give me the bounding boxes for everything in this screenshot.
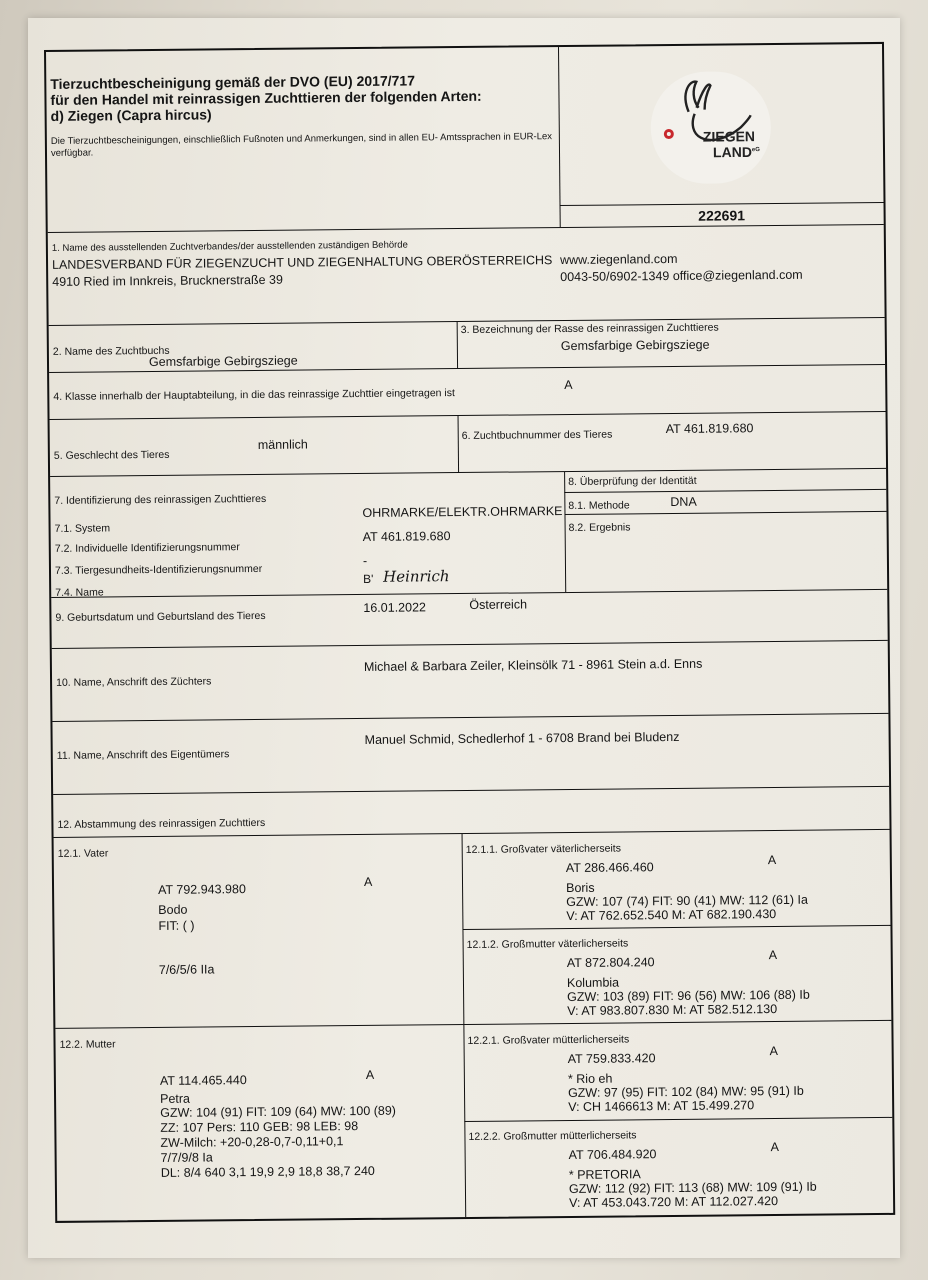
section-10 <box>52 640 889 721</box>
section-1 <box>48 224 885 325</box>
s1-web: www.ziegenland.com <box>559 251 678 268</box>
s1-org: LANDESVERBAND FÜR ZIEGENZUCHT UND ZIEGENHALTUNG OBERÖSTERREICHS <box>51 253 553 272</box>
section-5-6 <box>50 411 887 476</box>
gm-pat-name: Kolumbia <box>566 975 620 991</box>
gm-mat-l1: GZW: 112 (92) FIT: 113 (68) MW: 109 (91) Ib <box>568 1179 817 1197</box>
s7-health-value: - <box>362 553 368 568</box>
s4-value: A <box>564 377 573 393</box>
certificate-title: Tierzuchtbescheinigung gemäß der DVO (EU) 2017/717 für den Handel mit reinrassigen Zuchttieren der folgenden Arten: d) Ziegen (Capra hircus) Die Tierzuchtbescheinigungen, einschließlich Fußnoten und Anmerkungen, sind in allen EU- Amtssprachen in EUR-Lex verfügbar. <box>50 71 556 160</box>
certificate-form <box>44 42 895 1223</box>
gm-mat-id: AT 706.484.920 <box>568 1147 657 1163</box>
grandmother-maternal <box>464 1117 893 1217</box>
father-label: 12.1. Vater <box>57 847 109 860</box>
s9-country: Österreich <box>469 597 528 612</box>
s1-label: 1. Name des ausstellenden Zuchtverbandes/der ausstellenden zuständigen Behörde <box>51 239 408 254</box>
s11-value: Manuel Schmid, Schedlerhof 1 - 6708 Brand bei Bludenz <box>364 729 680 747</box>
s4-label: 4. Klasse innerhalb der Hauptabteilung, in die das reinrassige Zuchttier eingetragen ist <box>53 387 455 403</box>
gm-mat-class: A <box>770 1139 779 1155</box>
s7-id-value: AT 461.819.680 <box>362 529 451 544</box>
father-fit: FIT: ( ) <box>158 918 195 933</box>
s12-label: 12. Abstammung des reinrassigen Zuchttiers <box>57 816 266 831</box>
gf-mat-l1: GZW: 97 (95) FIT: 102 (84) MW: 95 (91) Ib <box>567 1083 804 1101</box>
grandfather-paternal <box>462 830 891 929</box>
s6-label: 6. Zuchtbuchnummer des Tieres <box>461 428 613 443</box>
gf-pat-l2: V: AT 762.652.540 M: AT 682.190.430 <box>566 907 777 924</box>
gf-mat-l2: V: CH 1466613 M: AT 15.499.270 <box>568 1098 755 1115</box>
s10-label: 10. Name, Anschrift des Züchters <box>56 675 212 689</box>
eur-lex-note: Die Tierzuchtbescheinigungen, einschließlich Fußnoten und Anmerkungen, sind in allen EU- Amtssprachen in EUR-Lex verfügbar. <box>50 131 553 159</box>
mother-id: AT 114.465.440 <box>159 1073 247 1088</box>
s7-name-label: 7.4. Name <box>55 586 104 599</box>
s8-method-label: 8.1. Methode <box>568 499 630 512</box>
section-7-8 <box>50 468 887 597</box>
s3-label: 3. Bezeichnung der Rasse des reinrassigen Zuchttieres <box>460 321 719 337</box>
header-row <box>46 44 884 232</box>
mother-l1: GZW: 104 (91) FIT: 109 (64) MW: 100 (89) <box>160 1103 396 1120</box>
s7-system-label: 7.1. System <box>54 522 111 535</box>
gf-pat-id: AT 286.466.460 <box>565 860 654 876</box>
s10-value: Michael & Barbara Zeiler, Kleinsölk 71 - 8961 Stein a.d. Enns <box>363 656 703 674</box>
s1-contact: 0043-50/6902-1349 office@ziegenland.com <box>560 267 803 285</box>
father-name: Bodo <box>158 902 188 917</box>
s7-name-prefix: B' <box>363 571 374 586</box>
ziegenland-logo <box>650 71 771 184</box>
section-9 <box>51 589 887 648</box>
s5-value: männlich <box>257 437 308 452</box>
s6-value: AT 461.819.680 <box>665 421 754 437</box>
gm-pat-class: A <box>768 948 778 963</box>
gm-mat-name: * PRETORIA <box>568 1167 641 1183</box>
s7-name-signature: Heinrich <box>382 567 450 586</box>
s7-system-value: OHRMARKE/ELEKTR.OHRMARKE <box>362 504 563 520</box>
s11-label: 11. Name, Anschrift des Eigentümers <box>56 748 230 762</box>
section-4 <box>49 364 885 419</box>
s2-label: 2. Name des Zuchtbuchs <box>52 344 170 358</box>
grandfather-maternal <box>463 1021 892 1121</box>
s2-value: Gemsfarbige Gebirgsziege <box>148 353 298 370</box>
gf-mat-label: 12.2.1. Großvater mütterlicherseits <box>467 1033 630 1047</box>
gm-pat-l1: GZW: 103 (89) FIT: 96 (56) MW: 106 (88) Ib <box>567 987 810 1005</box>
s9-date: 16.01.2022 <box>363 600 426 615</box>
gf-mat-id: AT 759.833.420 <box>567 1051 656 1067</box>
section-8 <box>564 469 887 592</box>
mother-l5: DL: 8/4 640 3,1 19,9 2,9 18,8 38,7 240 <box>160 1163 375 1180</box>
s7-health-label: 7.3. Tiergesundheits-Identifizierungsnummer <box>54 562 263 577</box>
mother-l4: 7/7/9/8 Ia <box>160 1150 213 1165</box>
section-2-3 <box>49 317 885 372</box>
s8-method-value: DNA <box>670 494 697 510</box>
mother-class: A <box>365 1067 375 1082</box>
gf-pat-label: 12.1.1. Großvater väterlicherseits <box>465 842 621 856</box>
gf-pat-name: Boris <box>566 880 595 896</box>
gm-mat-l2: V: AT 453.043.720 M: AT 112.027.420 <box>569 1194 779 1211</box>
section-11 <box>52 713 889 794</box>
gf-mat-name: * Rio eh <box>567 1071 613 1087</box>
gf-pat-l1: GZW: 107 (74) FIT: 90 (41) MW: 112 (61) Ia <box>566 892 809 910</box>
gm-pat-l2: V: AT 983.807.830 M: AT 582.512.130 <box>567 1002 778 1019</box>
grandmother-paternal <box>462 925 891 1024</box>
s1-address: 4910 Ried im Innkreis, Brucknerstraße 39 <box>52 272 283 289</box>
s3-value: Gemsfarbige Gebirgsziege <box>560 337 710 354</box>
pedigree-father <box>54 829 892 1028</box>
s5-label: 5. Geschlecht des Tieres <box>53 448 170 462</box>
s7-id-label: 7.2. Individuelle Identifizierungsnummer <box>54 541 240 555</box>
gm-pat-label: 12.1.2. Großmutter väterlicherseits <box>466 937 629 951</box>
s8-label: 8. Überprüfung der Identität <box>568 474 697 488</box>
father-class: A <box>363 874 373 889</box>
father-id: AT 792.943.980 <box>158 882 246 897</box>
certificate-number: 222691 <box>698 207 746 224</box>
logo-sup: eG <box>751 147 760 154</box>
mother-l2: ZZ: 107 Pers: 110 GEB: 98 LEB: 98 <box>160 1119 359 1135</box>
logo-text-ziegen: ZIEGEN <box>702 128 756 145</box>
s8-result-label: 8.2. Ergebnis <box>568 521 631 534</box>
gm-pat-id: AT 872.804.240 <box>566 955 655 971</box>
father-score: 7/6/5/6 IIa <box>158 962 215 977</box>
logo-text-land: LAND <box>712 143 752 161</box>
pedigree-mother <box>55 1020 893 1221</box>
mother-name: Petra <box>160 1091 191 1106</box>
s7-label: 7. Identifizierung des reinrassigen Zuchttieres <box>54 492 267 507</box>
s9-label: 9. Geburtsdatum und Geburtsland des Tieres <box>55 609 266 624</box>
gf-pat-class: A <box>767 853 777 868</box>
gm-mat-label: 12.2.2. Großmutter mütterlicherseits <box>468 1129 637 1143</box>
mother-l3: ZW-Milch: +20-0,28-0,7-0,11+0,1 <box>160 1134 344 1150</box>
logo-panel <box>558 44 884 227</box>
mother-label: 12.2. Mutter <box>59 1038 116 1051</box>
gf-mat-class: A <box>769 1044 779 1059</box>
